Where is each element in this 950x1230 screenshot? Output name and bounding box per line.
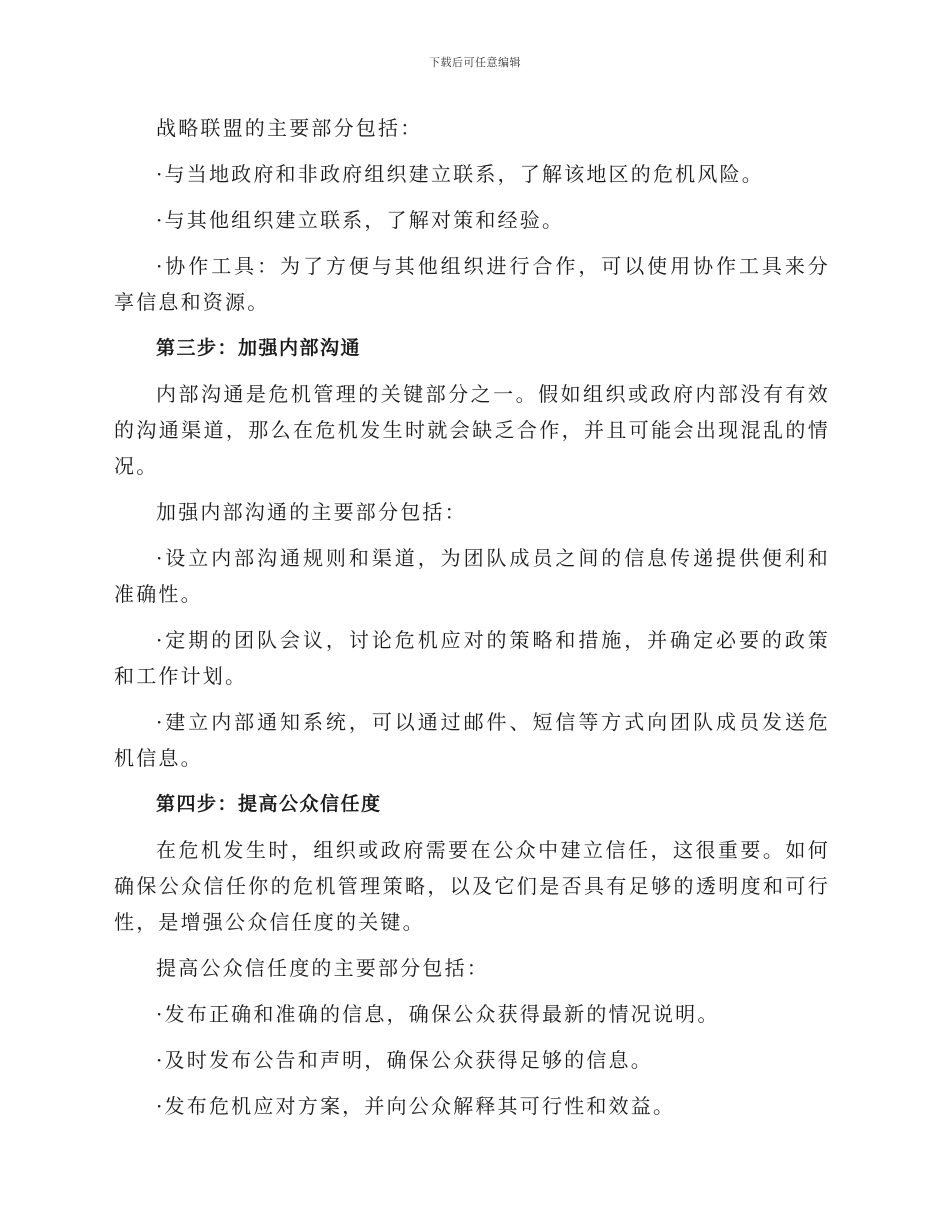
section-heading-step4: 第四步：提高公众信任度 [156,793,382,815]
paragraph-public-intro: 提高公众信任度的主要部分包括： [156,956,489,980]
bullet-item: ·发布危机应对方案，并向公众解释其可行性和效益。 [156,1094,676,1118]
bullet-item: ·协作工具：为了方便与其他组织进行合作，可以使用协作工具来分享信息和资源。 [114,254,830,314]
paragraph-internal-intro: 加强内部沟通的主要部分包括： [156,500,467,524]
page-header: 下载后可任意编辑 [429,56,521,69]
bullet-item: ·与当地政府和非政府组织建立联系，了解该地区的危机风险。 [156,162,764,186]
bullet-item: ·定期的团队会议，讨论危机应对的策略和措施，并确定必要的政策和工作计划。 [114,628,830,688]
section-heading-step3: 第三步：加强内部沟通 [156,337,362,359]
paragraph-public-trust: 在危机发生时，组织或政府需要在公众中建立信任，这很重要。如何确保公众信任你的危机管理策略，以及它们是否具有足够的透明度和可行性，是增强公众信任度的关键。 [114,838,830,934]
bullet-item: ·建立内部通知系统，可以通过邮件、短信等方式向团队成员发送危机信息。 [114,710,830,770]
bullet-item: ·及时发布公告和声明，确保公众获得足够的信息。 [156,1048,653,1072]
document-body [114,110,830,1134]
paragraph-internal-communication: 内部沟通是危机管理的关键部分之一。假如组织或政府内部没有有效的沟通渠道，那么在危机发生时就会缺乏合作，并且可能会出现混乱的情况。 [114,382,830,478]
bullet-item: ·发布正确和准确的信息，确保公众获得最新的情况说明。 [156,1002,720,1026]
paragraph-alliance-intro: 战略联盟的主要部分包括： [156,116,423,140]
bullet-item: ·设立内部沟通规则和渠道，为团队成员之间的信息传递提供便利和准确性。 [114,546,830,606]
bullet-item: ·与其他组织建立联系，了解对策和经验。 [156,208,565,232]
